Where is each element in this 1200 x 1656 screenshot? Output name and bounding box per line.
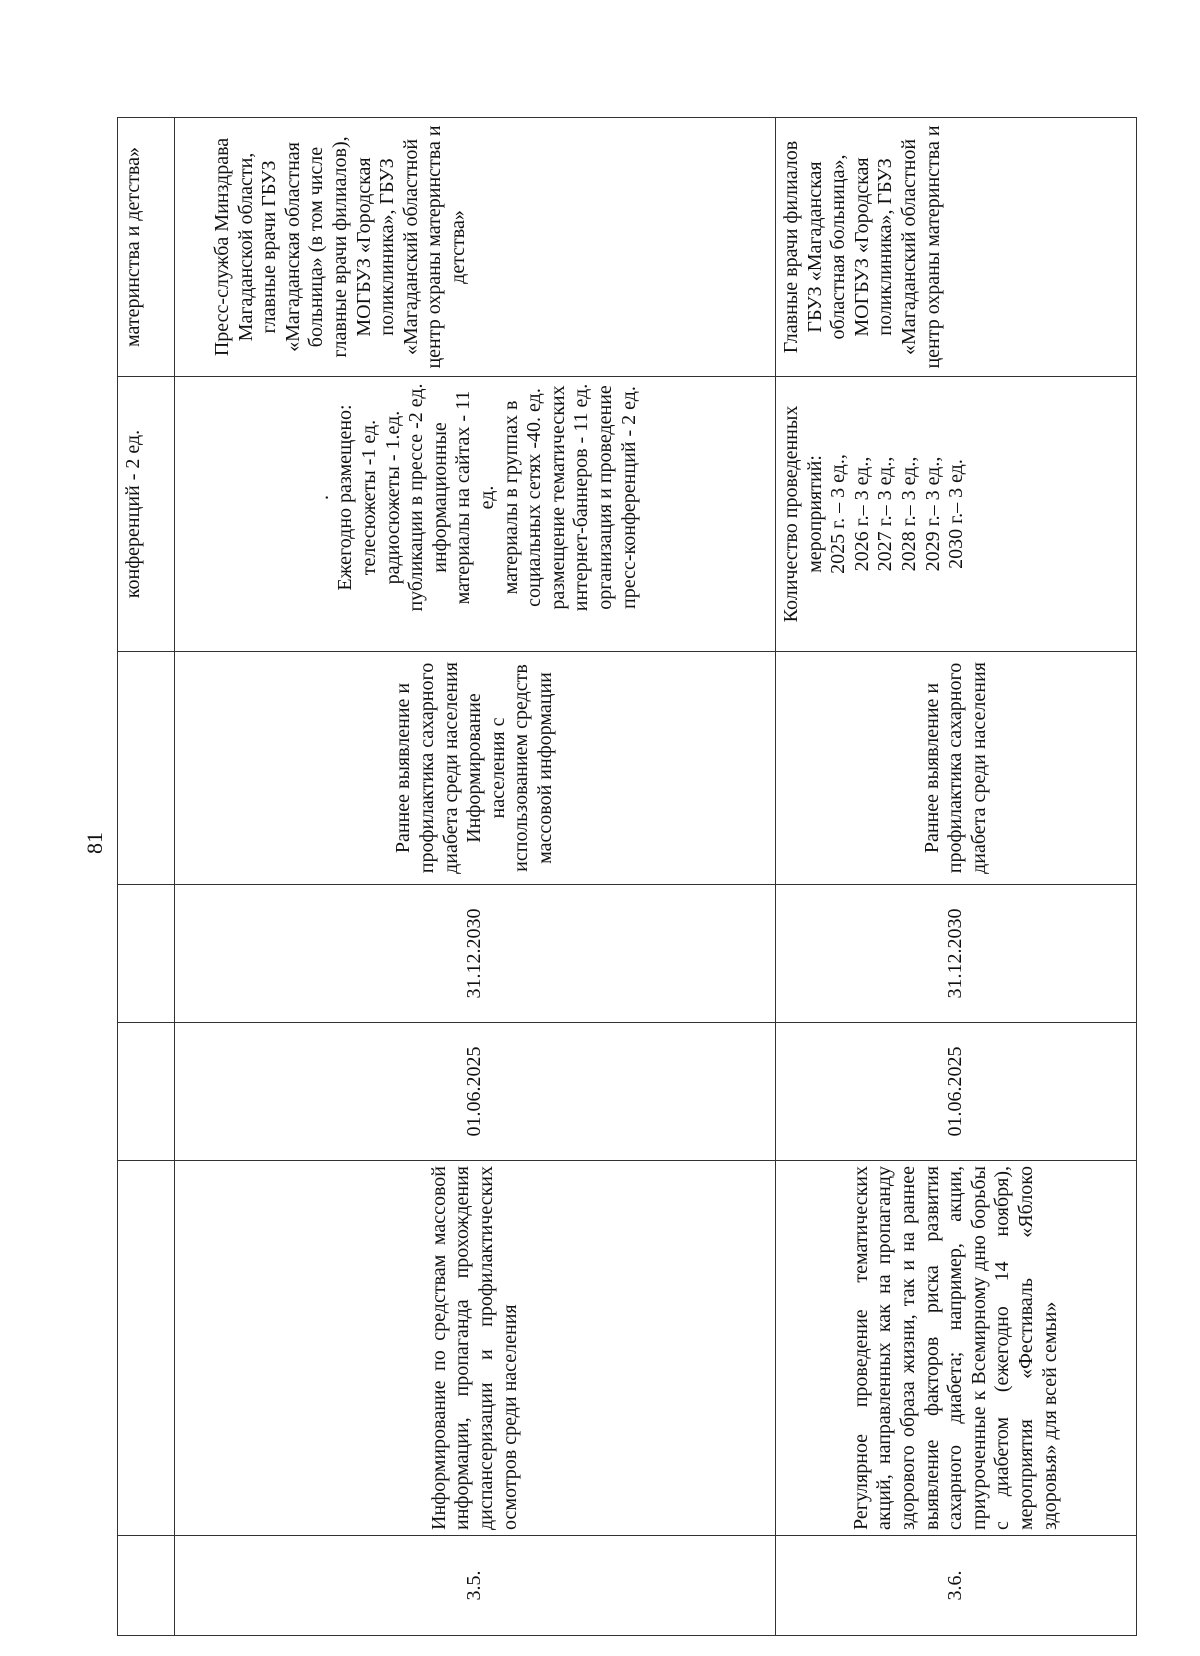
cell-name <box>118 1161 175 1536</box>
cell-start-date <box>118 1023 175 1161</box>
cell-end-date: 31.12.2030 <box>175 885 776 1023</box>
cell-indicator: . Ежегодно размещено: телесюжеты -1 ед. радиосюжеты - 1.ед. публикации в прессе -2 ед. информационные материалы на сайтах - 11 ед. материалы в группах в социальных сетях -40. ед. размещение тематических интернет-баннеров - 11 ед. организация и проведение пресс-конференций - 2 ед. <box>175 377 776 652</box>
cell-responsible: Пресс-служба Минздрава Магаданской области, главные врачи ГБУЗ «Магаданская областная больница» (в том числе главные врачи филиалов), МОГБУЗ «Городская поликлиника», ГБУЗ «Магаданский областной центр охраны материнства и детства» <box>175 118 776 377</box>
cell-name: Информирование по средствам массовой информации, пропаганда прохождения диспансеризации и профилактических осмотров среди населения <box>175 1161 776 1536</box>
table-row-continuation <box>118 118 175 1636</box>
cell-name: Регулярное проведение тематических акций, направленных как на пропаганду здорового образа жизни, так и на раннее выявление факторов риска развития сахарного диабета; например, акции, приуроченные к Всемирному дню борьбы с диабетом (ежегодно 14 ноября), мероприятия «Фестиваль «Яблоко здоровья» для всей семьи» <box>776 1161 1137 1536</box>
cell-responsible: материнства и детства» <box>118 118 175 377</box>
cell-responsible: Главные врачи филиалов ГБУЗ «Магаданская областная больница», МОГБУЗ «Городская поликлиника», ГБУЗ «Магаданский областной центр охраны материнства и <box>776 118 1137 377</box>
cell-num <box>118 1536 175 1636</box>
table-row-3-5 <box>175 118 776 1636</box>
page-number: 81 <box>82 832 107 854</box>
cell-num: 3.5. <box>175 1536 776 1636</box>
rotated-table-frame <box>117 118 1077 1636</box>
cell-end-date <box>118 885 175 1023</box>
activity-table <box>117 117 1137 1636</box>
table-row-3-6 <box>776 118 1137 1636</box>
document-table-container <box>117 118 1077 1636</box>
cell-indicator: Количество проведенных мероприятий: 2025 г. – 3 ед., 2026 г.– 3 ед., 2027 г.– 3 ед., 2028 г.– 3 ед., 2029 г.– 3 ед., 2030 г.– 3 ед. <box>776 377 1137 652</box>
cell-indicator: конференций - 2 ед. <box>118 377 175 652</box>
cell-result <box>118 652 175 885</box>
cell-end-date: 31.12.2030 <box>776 885 1137 1023</box>
cell-start-date: 01.06.2025 <box>776 1023 1137 1161</box>
cell-result: Раннее выявление и профилактика сахарного диабета среди населения Информирование населения с использованием средств массовой информации <box>175 652 776 885</box>
cell-result: Раннее выявление и профилактика сахарного диабета среди населения <box>776 652 1137 885</box>
cell-start-date: 01.06.2025 <box>175 1023 776 1161</box>
cell-num: 3.6. <box>776 1536 1137 1636</box>
